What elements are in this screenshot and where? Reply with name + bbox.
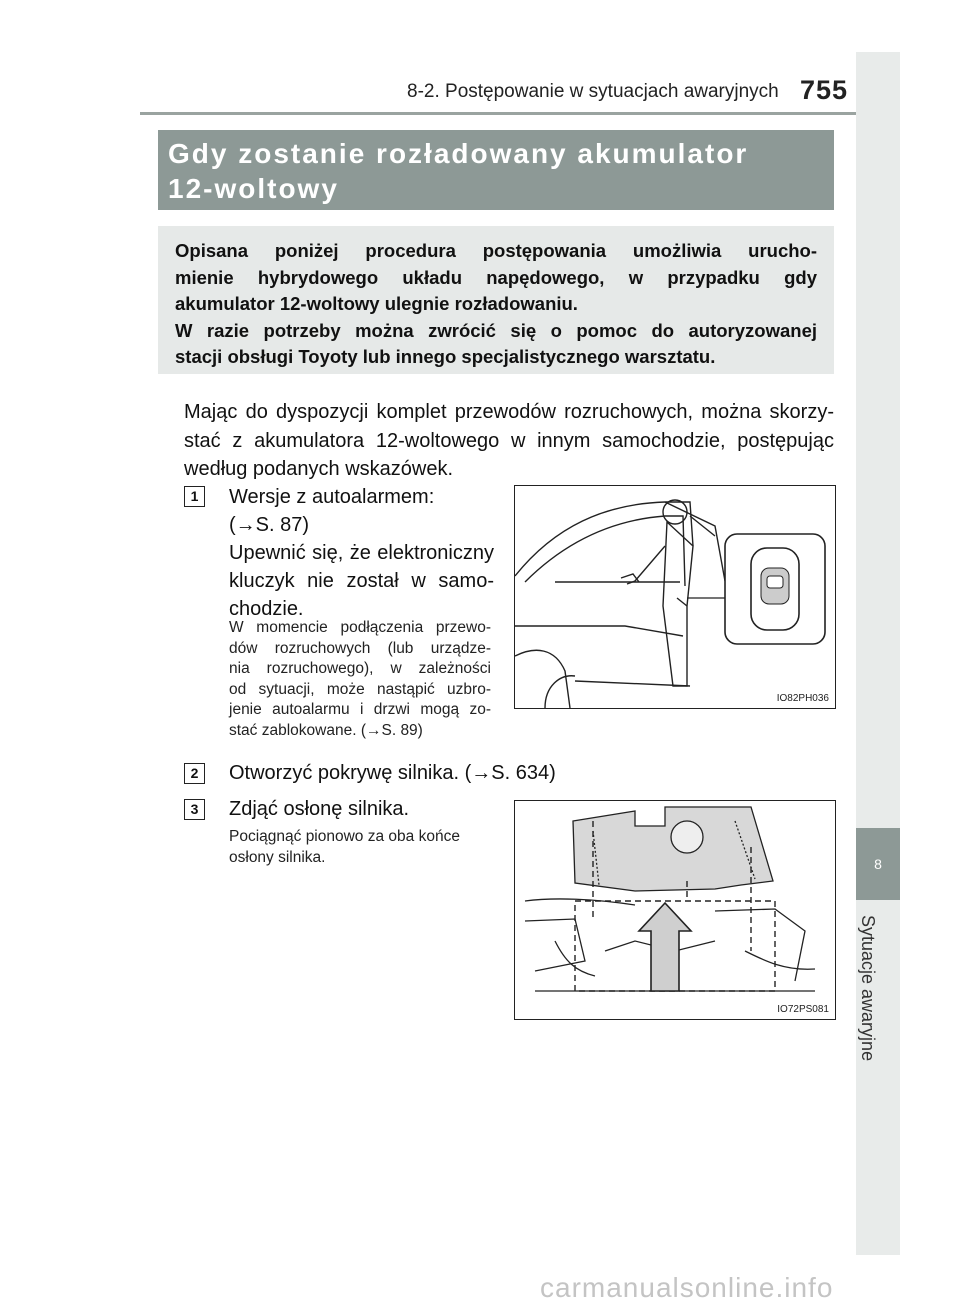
step-number-1: 1 bbox=[184, 486, 205, 507]
figure-key-check bbox=[514, 485, 836, 709]
chapter-tab-number: 8 bbox=[856, 828, 900, 900]
step-2-text: Otworzyć pokrywę silnika. (→S. 634) bbox=[229, 762, 556, 784]
watermark: carmanualsonline.info bbox=[540, 1272, 834, 1303]
car-and-person-illustration bbox=[515, 486, 835, 708]
figure-code: IO82PH036 bbox=[776, 693, 829, 704]
step-3-note: Pociągnąć pionowo za oba końce osłony silnika. bbox=[229, 828, 460, 866]
intro-text: Opisana poniżej procedura postępowania umożliwia urucho- mienie hybrydowego układu napędowego, w przypadku gdy akumulator 12-woltowy ulegnie rozładowaniu. W razie potrzeby można zwrócić się o pomoc do autoryzowanej stacji obsługi Toyoty lub innego specjalistycznego warsztatu. bbox=[175, 240, 817, 367]
figure-engine-cover bbox=[514, 800, 836, 1020]
chapter-tab-label: Sytuacje awaryjne bbox=[858, 915, 878, 1062]
section-title: Gdy zostanie rozładowany akumulator 12-woltowy bbox=[168, 138, 749, 204]
running-header: 8-2. Postępowanie w sytuacjach awaryjnych bbox=[407, 81, 779, 102]
body-paragraph: Mając do dyspozycji komplet przewodów rozruchowych, można skorzy- stać z akumulatora 12-woltowego w innym samochodzie, postępując według podanych wskazówek. bbox=[184, 401, 834, 480]
step-1-text: Wersje z autoalarmem: (→S. 87) Upewnić się, że elektroniczny kluczyk nie został w samo- chodzie. bbox=[229, 486, 494, 620]
engine-cover-illustration bbox=[515, 801, 835, 1019]
side-tab-upper bbox=[856, 52, 900, 828]
page-number: 755 bbox=[800, 75, 849, 105]
intro-box bbox=[158, 226, 834, 374]
step-1-note: W momencie podłączenia przewo- dów rozruchowych (lub urządze- nia rozruchowego), w zależności od sytuacji, może nastąpić uzbro- jenie autoalarmu i drzwi mogą zo- stać zablokowane. (→S. 89) bbox=[229, 619, 491, 739]
section-title-box bbox=[158, 130, 834, 210]
header-divider bbox=[140, 112, 860, 115]
figure-code: IO72PS081 bbox=[777, 1004, 829, 1015]
step-3-text: Zdjąć osłonę silnika. bbox=[229, 798, 410, 820]
step-number-2: 2 bbox=[184, 763, 205, 784]
step-number-3: 3 bbox=[184, 799, 205, 820]
